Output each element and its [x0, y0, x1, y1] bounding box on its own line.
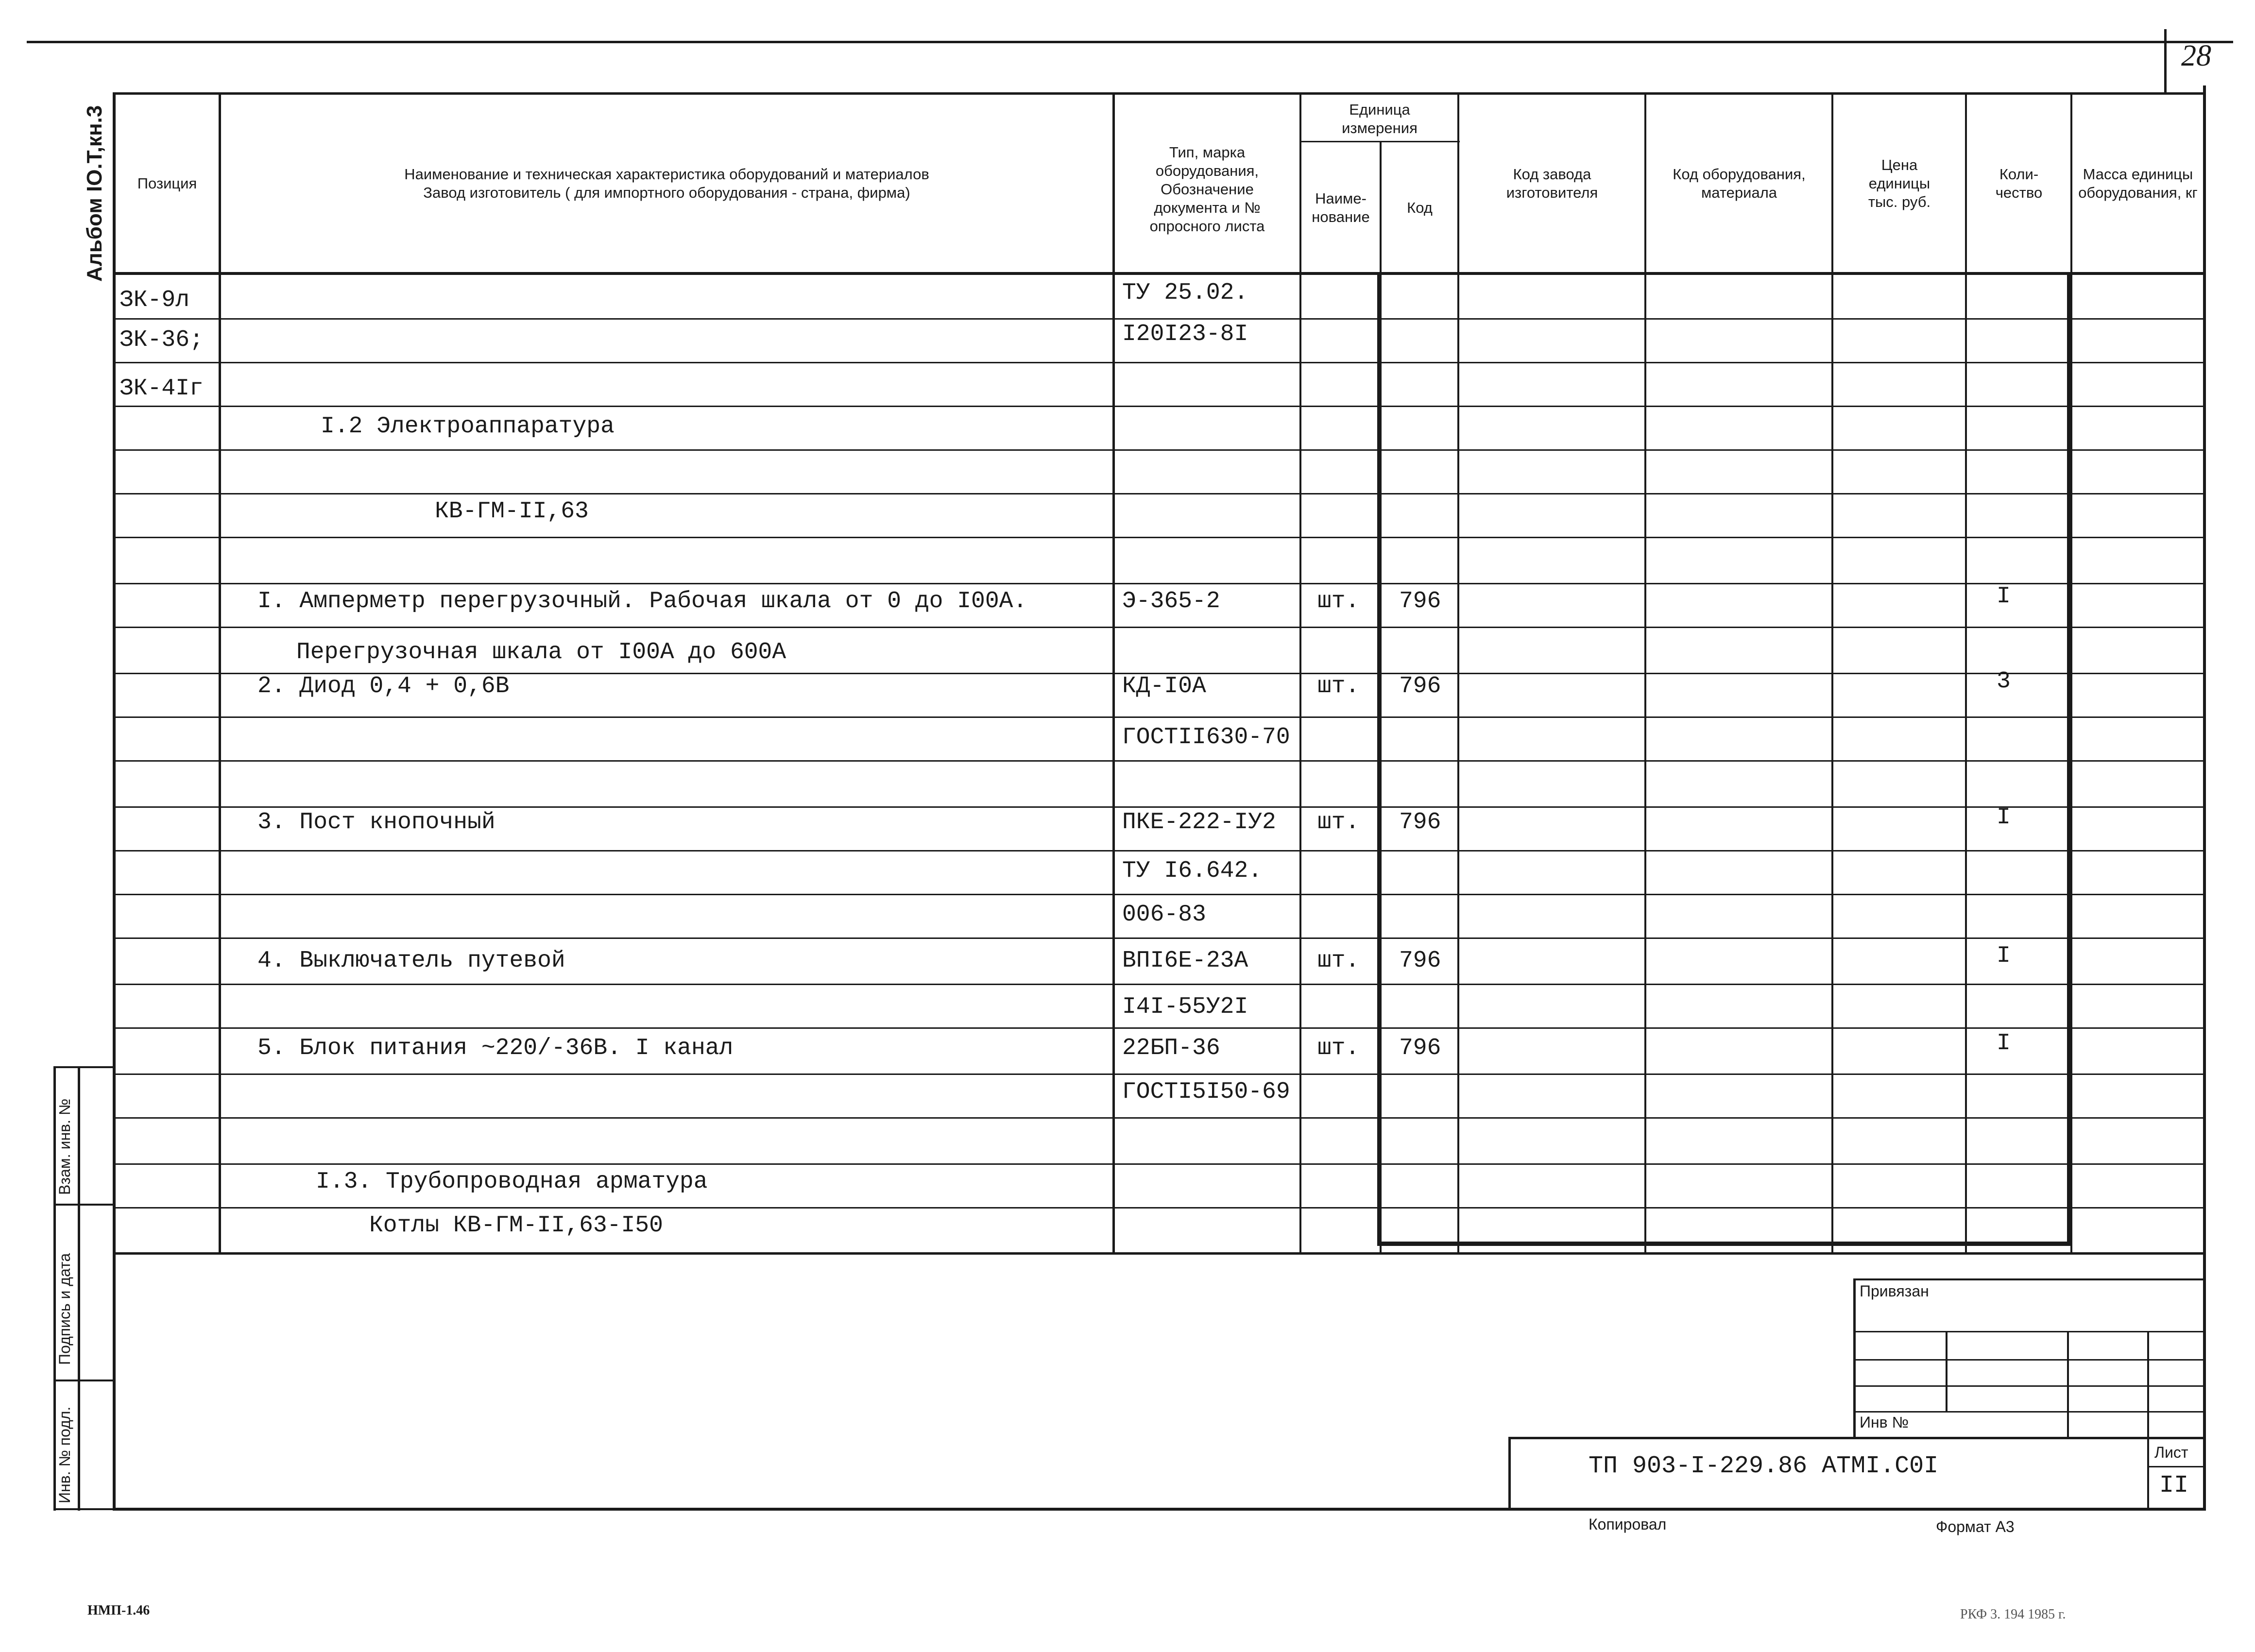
row-name: КВ-ГМ-II,63 — [435, 498, 589, 525]
row-unit: шт. — [1317, 673, 1360, 699]
row-divider — [113, 760, 2206, 762]
row-quantity: I — [1997, 804, 2011, 831]
row-divider — [113, 318, 2206, 320]
row-divider — [113, 362, 2206, 363]
row-type-mark: 22БП-36 — [1122, 1035, 1220, 1061]
row-name: I. Амперметр перегрузочный. Рабочая шкала от 0 до I00А. — [257, 588, 1027, 614]
row-unit: шт. — [1317, 809, 1360, 835]
row-divider — [113, 583, 2206, 584]
row-quantity: I — [1997, 943, 2011, 969]
footer-right-code: РКФ 3. 194 1985 г. — [1960, 1607, 2066, 1622]
title-doc-code: ТП 903-I-229.86 АТМI.С0I — [1589, 1452, 1939, 1480]
header-mass: Масса единицы оборудования, кг — [2078, 165, 2198, 201]
row-type-mark: Э-365-2 — [1122, 588, 1220, 614]
header-type-mark: Тип, марка оборудования, Обозначение документа и № опросного листа — [1149, 144, 1265, 235]
row-unit-code: 796 — [1399, 948, 1441, 974]
row-name: Перегрузочная шкала от I00А до 600А — [296, 639, 786, 665]
title-inv-no: Инв № — [1860, 1414, 1909, 1431]
row-type-mark: КД-I0А — [1122, 673, 1206, 699]
footer-copied: Копировал — [1589, 1516, 1667, 1533]
header-name-line2: Завод изготовитель ( для импортного оборудования - страна, фирма) — [423, 184, 910, 201]
row-name: I.3. Трубопроводная арматура — [316, 1169, 708, 1195]
row-divider — [113, 850, 2206, 852]
row-unit: шт. — [1317, 1035, 1360, 1061]
header-equipment-code: Код оборудования, материала — [1673, 165, 1806, 201]
row-divider — [113, 1117, 2206, 1119]
header-unit-group: Единица измерения — [1342, 101, 1418, 136]
row-quantity: I — [1997, 583, 2011, 610]
header-unit-name: Наиме- нование — [1312, 189, 1370, 225]
row-type-mark: I20I23-8I — [1122, 321, 1248, 347]
header-factory-code: Код завода изготовителя — [1506, 165, 1598, 201]
header-name-line1: Наименование и техническая характеристика оборудований и материалов — [404, 165, 929, 183]
row-divider — [113, 493, 2206, 494]
row-divider — [113, 984, 2206, 985]
title-sheet-label: Лист — [2154, 1444, 2188, 1461]
row-divider — [113, 894, 2206, 895]
header-unit-code: Код — [1407, 199, 1433, 216]
position-cell: ЗК-36; — [120, 327, 204, 353]
header-position: Позиция — [137, 174, 197, 192]
row-quantity: 3 — [1997, 668, 2011, 695]
row-unit-code: 796 — [1399, 1035, 1441, 1061]
row-name: 5. Блок питания ~220/-36В. I канал — [257, 1035, 734, 1061]
title-linked: Привязан — [1860, 1282, 1929, 1300]
title-sheet-value: II — [2159, 1472, 2189, 1499]
row-quantity: I — [1997, 1030, 2011, 1056]
row-type-mark: I4I-55У2I — [1122, 994, 1248, 1020]
row-divider — [113, 1073, 2206, 1075]
row-type-mark: 006-83 — [1122, 902, 1206, 928]
row-divider — [113, 1207, 2206, 1209]
header-name — [221, 95, 1112, 272]
row-divider — [113, 806, 2206, 808]
row-name: 3. Пост кнопочный — [257, 809, 495, 835]
position-cell: ЗК-9л — [120, 287, 190, 313]
stamp-sign-date: Подпись и дата — [56, 1253, 73, 1365]
row-divider — [113, 937, 2206, 939]
row-divider — [113, 1163, 2206, 1165]
position-cell: ЗК-4Iг — [120, 375, 204, 402]
row-divider — [113, 1027, 2206, 1029]
row-type-mark: ТУ 25.02. — [1122, 280, 1248, 306]
row-unit-code: 796 — [1399, 809, 1441, 835]
stamp-inv-subst: Взам. инв. № — [56, 1098, 73, 1195]
footer-left-code: НМП-1.46 — [87, 1603, 150, 1618]
row-unit: шт. — [1317, 588, 1360, 614]
album-label: Альбом IO.T,кн.3 — [83, 105, 106, 282]
row-unit-code: 796 — [1399, 588, 1441, 614]
row-name: 2. Диод 0,4 + 0,6В — [257, 673, 510, 699]
footer-format: Формат А3 — [1936, 1518, 2015, 1535]
row-unit: шт. — [1317, 948, 1360, 974]
row-type-mark: ТУ I6.642. — [1122, 858, 1263, 884]
row-name: I.2 Электроаппаратура — [321, 413, 615, 440]
stamp-inv-orig: Инв. № подл. — [56, 1406, 73, 1503]
row-name: 4. Выключатель путевой — [257, 948, 565, 974]
row-divider — [113, 537, 2206, 538]
row-unit-code: 796 — [1399, 673, 1441, 699]
row-type-mark: ПКЕ-222-IУ2 — [1122, 809, 1276, 835]
row-divider — [113, 716, 2206, 718]
row-divider — [113, 406, 2206, 407]
row-type-mark: ГОСТI5I50-69 — [1122, 1079, 1290, 1105]
row-name: Котлы КВ-ГМ-II,63-I50 — [369, 1212, 663, 1239]
page-number: 28 — [2181, 39, 2211, 72]
row-divider — [113, 627, 2206, 628]
header-quantity: Коли- чество — [1995, 165, 2043, 201]
row-type-mark: ВПI6Е-23А — [1122, 948, 1248, 974]
row-divider — [113, 449, 2206, 451]
row-type-mark: ГОСТII630-70 — [1122, 724, 1290, 750]
header-price: Цена единицы тыс. руб. — [1868, 156, 1931, 210]
